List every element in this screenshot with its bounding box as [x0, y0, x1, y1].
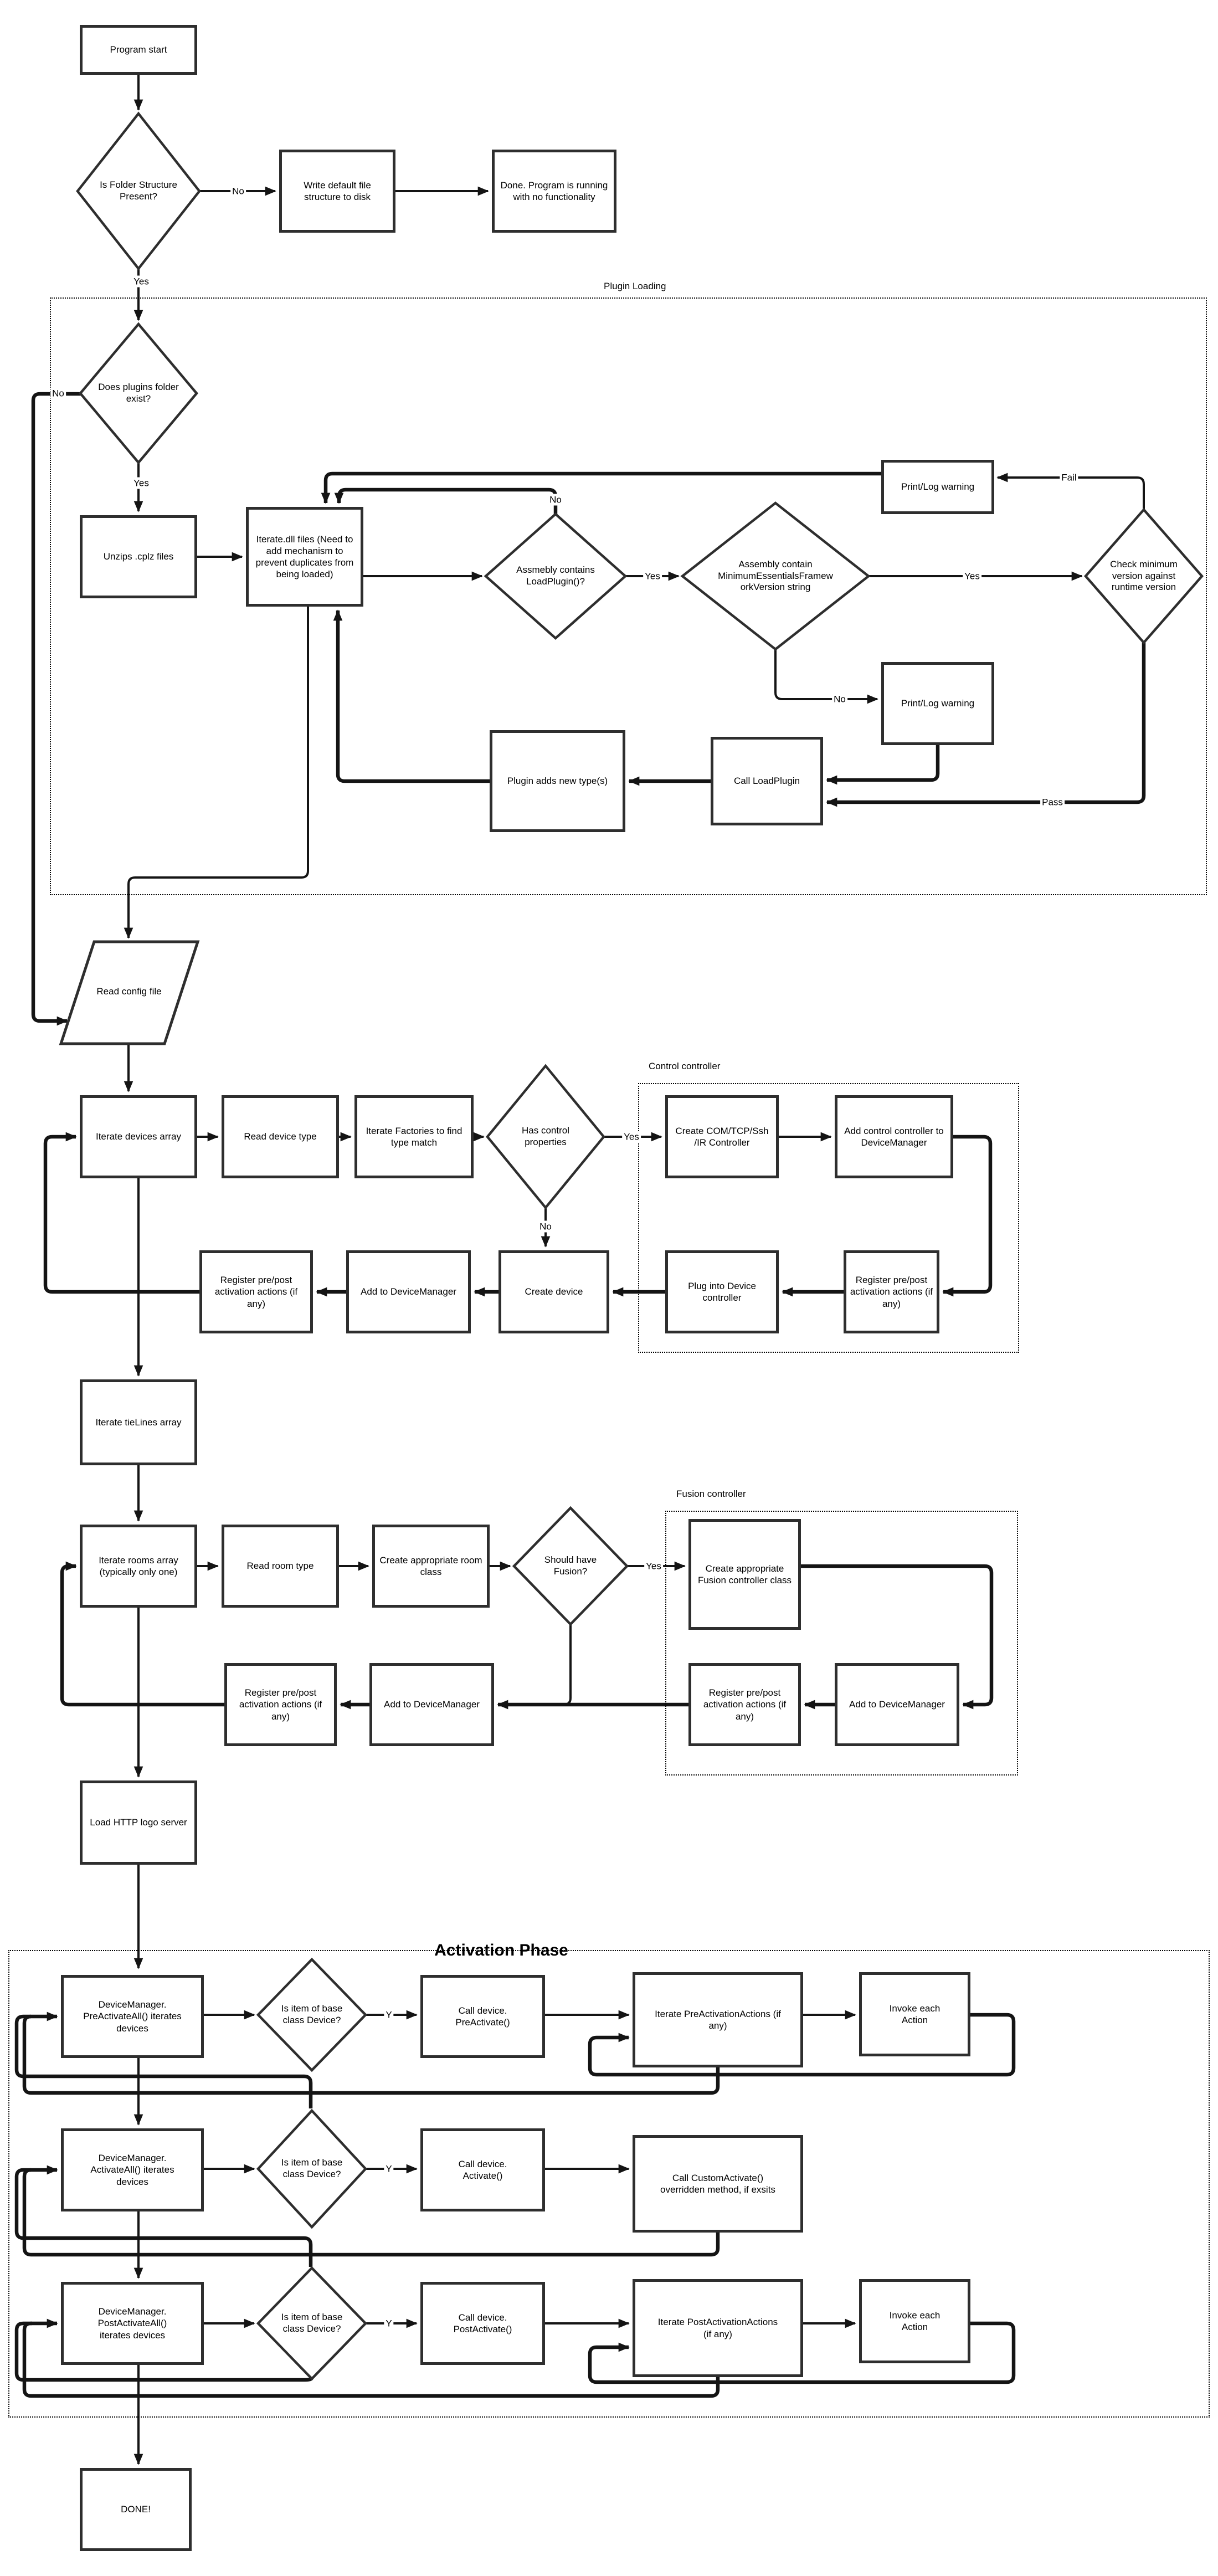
edge-label-no-hascontrol: No: [538, 1221, 553, 1233]
node-iterate-postactivationactions: Iterate PostActivationActions (if any): [633, 2279, 803, 2377]
edge-label-pass: Pass: [1040, 797, 1065, 808]
node-invoke-each-action-1: Invoke each Action: [859, 1972, 970, 2056]
node-done: DONE!: [80, 2468, 192, 2551]
edge-label-yes-loadplugin: Yes: [643, 571, 662, 582]
edge-label-y-2: Y: [384, 2163, 393, 2175]
node-create-device: Create device: [498, 1250, 609, 1333]
node-read-device-type: Read device type: [222, 1095, 339, 1178]
node-add-control-to-dm: Add control controller to DeviceManager: [835, 1095, 953, 1178]
node-register-actions-fusion: Register pre/post activation actions (if any): [688, 1663, 801, 1746]
check-minimum-diamond-label: Check minimum version against runtime version: [1110, 558, 1178, 593]
node-create-room-class: Create appropriate room class: [372, 1525, 490, 1608]
node-iterate-rooms: Iterate rooms array (typically only one): [80, 1525, 197, 1608]
node-print-log-warning-1: Print/Log warning: [881, 460, 994, 514]
node-add-to-dm-fusion: Add to DeviceManager: [835, 1663, 959, 1746]
edge-label-no-folder: No: [230, 186, 246, 197]
fusion-controller-title: Fusion controller: [676, 1489, 746, 1499]
node-create-fusion-controller: Create appropriate Fusion controller class: [688, 1519, 801, 1630]
plugins-folder-diamond-label: Does plugins folder exist?: [98, 382, 179, 404]
assembly-loadplugin-diamond-label: Assmebly contains LoadPlugin()?: [516, 565, 595, 587]
node-read-room-type: Read room type: [222, 1525, 339, 1608]
node-main-add-to-dm-room: Add to DeviceManager: [369, 1663, 494, 1746]
node-call-preactivate: Call device. PreActivate(): [420, 1975, 545, 2058]
node-dm-preactivateall: DeviceManager. PreActivateAll() iterates devices: [61, 1975, 204, 2058]
node-register-actions-room: Register pre/post activation actions (if any): [224, 1663, 337, 1746]
node-program-start: Program start: [80, 25, 197, 75]
node-plug-into-device-controller: Plug into Device controller: [665, 1250, 779, 1333]
node-call-postactivate: Call device. PostActivate(): [420, 2282, 545, 2365]
node-call-loadplugin: Call LoadPlugin: [711, 737, 823, 825]
is-item-diamond-2-label: Is item of base class Device?: [281, 2157, 343, 2179]
node-print-log-warning-2: Print/Log warning: [881, 662, 994, 745]
node-iterate-dll: Iterate.dll files (Need to add mechanism to prevent duplicates from being loaded): [246, 507, 363, 607]
node-iterate-tielines: Iterate tieLines array: [80, 1379, 197, 1465]
edge-label-y-3: Y: [384, 2318, 393, 2329]
node-register-actions-dev: Register pre/post activation actions (if any): [199, 1250, 313, 1333]
node-plugin-adds-types: Plugin adds new type(s): [490, 730, 625, 832]
has-control-diamond-label: Has control properties: [522, 1125, 569, 1147]
node-invoke-each-action-2: Invoke each Action: [859, 2279, 970, 2363]
edge-label-no-minimum: No: [832, 694, 847, 705]
edge-label-yes-minimum: Yes: [963, 571, 981, 582]
edge-label-yes-folder: Yes: [132, 276, 151, 288]
node-dm-postactivateall: DeviceManager. PostActivateAll() iterates devices: [61, 2282, 204, 2365]
is-item-diamond-1-label: Is item of base class Device?: [281, 2003, 343, 2025]
node-dm-activateall: DeviceManager. ActivateAll() iterates devices: [61, 2128, 204, 2211]
control-controller-title: Control controller: [649, 1061, 721, 1071]
node-register-actions-ctrl: Register pre/post activation actions (if any): [844, 1250, 939, 1333]
edge-label-yes-hascontrol: Yes: [622, 1131, 641, 1143]
node-create-com-controller: Create COM/TCP/Ssh /IR Controller: [665, 1095, 779, 1178]
is-item-diamond-3-label: Is item of base class Device?: [281, 2312, 343, 2334]
node-unzips-cplz: Unzips .cplz files: [80, 515, 197, 598]
folder-structure-diamond-label: Is Folder Structure Present?: [100, 179, 177, 202]
node-iterate-preactivationactions: Iterate PreActivationActions (if any): [633, 1972, 803, 2067]
node-add-to-devicemanager: Add to DeviceManager: [346, 1250, 471, 1333]
node-iterate-devices: Iterate devices array: [80, 1095, 197, 1178]
node-load-http-logo-server: Load HTTP logo server: [80, 1780, 197, 1865]
edge-label-yes-fusion: Yes: [644, 1561, 663, 1572]
plugin-loading-title: Plugin Loading: [604, 281, 666, 291]
edge-fusion-no: [564, 1624, 571, 1705]
plugin-loading-container: [50, 297, 1207, 895]
node-read-config-label: Read config file: [96, 986, 162, 997]
edge-label-no-loadplugin: No: [548, 494, 563, 506]
node-call-customactivate: Call CustomActivate() overridden method, if exsits: [633, 2135, 803, 2233]
node-write-default: Write default file structure to disk: [279, 150, 395, 233]
edge-label-yes-plugins: Yes: [132, 478, 151, 489]
node-call-activate: Call device. Activate(): [420, 2128, 545, 2211]
edge-label-fail: Fail: [1060, 472, 1078, 484]
node-done-no-functionality: Done. Program is running with no functionality: [492, 150, 616, 233]
edge-label-no-plugins: No: [50, 388, 66, 399]
assembly-minimum-diamond-label: Assembly contain MinimumEssentialsFrameworkVersion string: [718, 558, 833, 593]
node-iterate-factories: Iterate Factories to find type match: [354, 1095, 474, 1178]
edge-label-y-1: Y: [384, 2009, 393, 2021]
activation-phase-title: Activation Phase: [434, 1941, 568, 1959]
should-fusion-diamond-label: Should have Fusion?: [544, 1554, 597, 1577]
